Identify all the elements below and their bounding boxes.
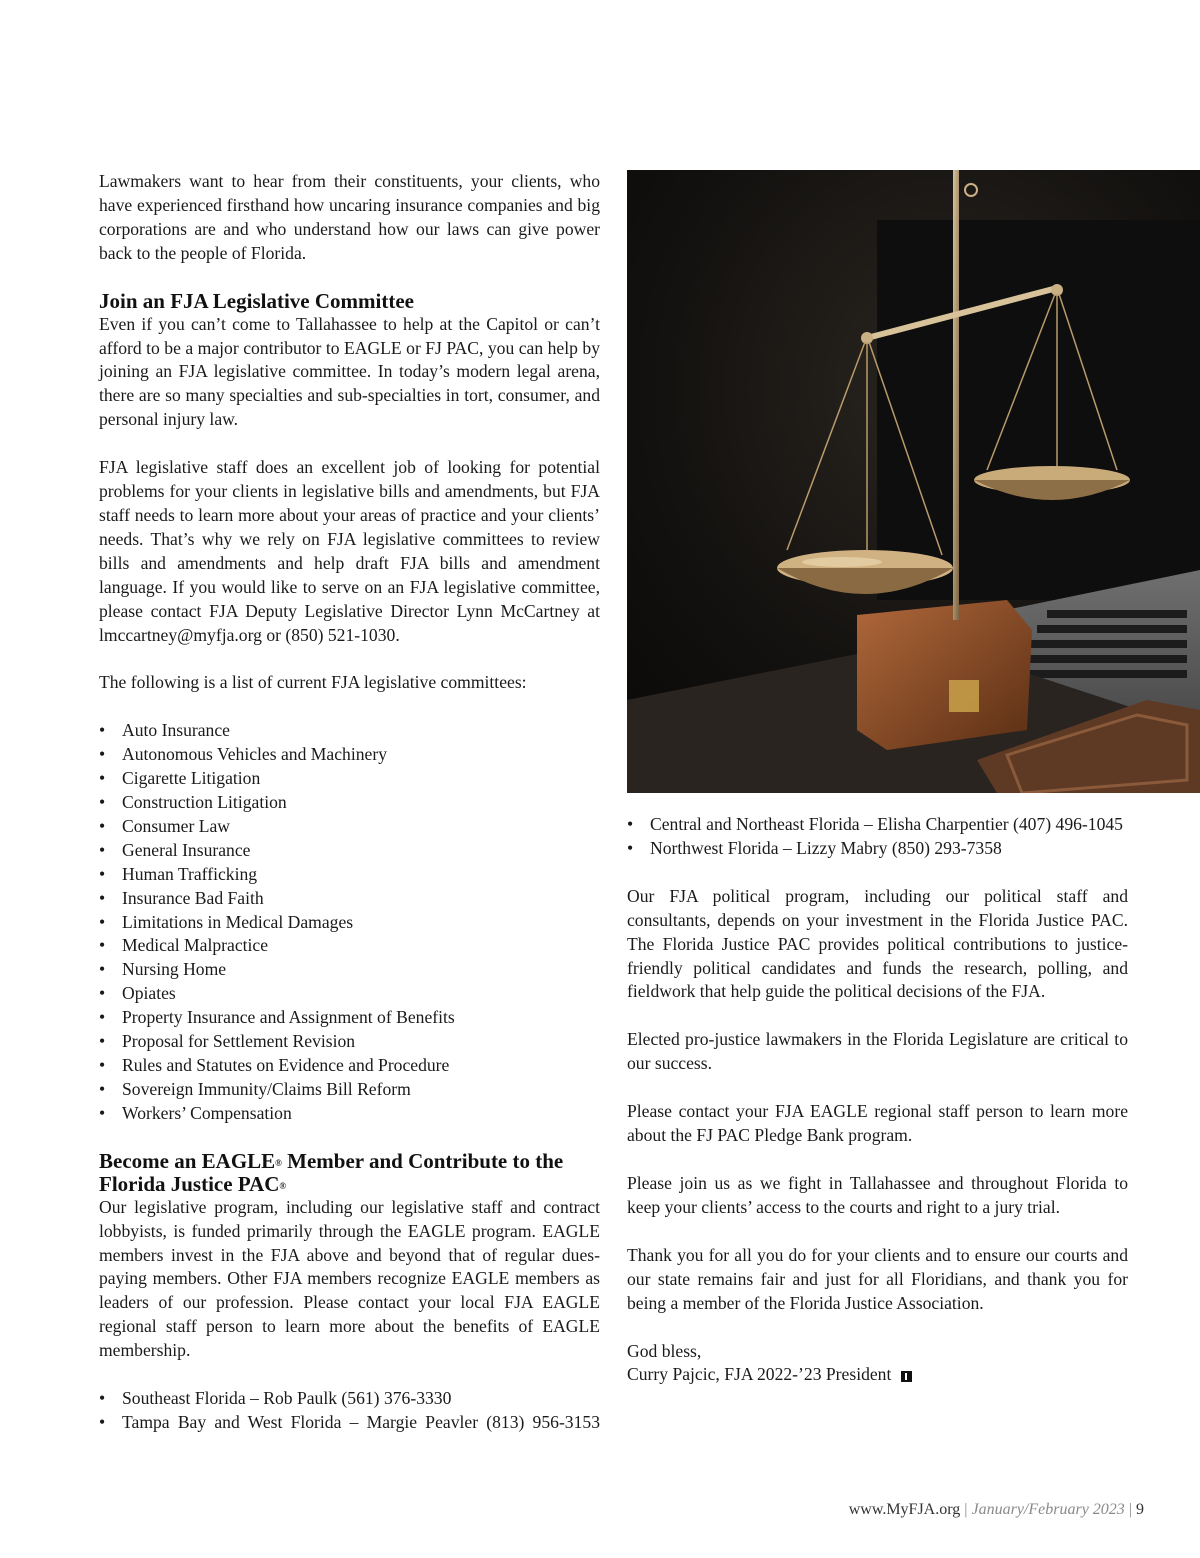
pac-paragraph: Our FJA political program, including our political staff and consultants, depends on your investment in the Florida Justice PAC. The Florida Justice PAC provides political contributions to justice-friendly political candidates and funds the research, polling, and fieldwork that help guide the political decisions of the FJA. xyxy=(627,885,1128,1002)
list-item: • Opiates xyxy=(99,982,600,1006)
list-item: • Medical Malpractice xyxy=(99,934,600,958)
list-item: • Proposal for Settlement Revision xyxy=(99,1030,600,1054)
list-item: • Sovereign Immunity/Claims Bill Reform xyxy=(99,1078,600,1102)
list-item: • Consumer Law xyxy=(99,815,600,839)
list-item: • Rules and Statutes on Evidence and Procedure xyxy=(99,1054,600,1078)
join-us-paragraph: Please join us as we fight in Tallahassee and throughout Florida to keep your clients’ access to the courts and right to a jury trial. xyxy=(627,1172,1128,1217)
footer-site: www.MyFJA.org xyxy=(848,1501,961,1518)
list-item: • Limitations in Medical Damages xyxy=(99,911,600,935)
right-column xyxy=(627,170,1128,1387)
list-item: • Cigarette Litigation xyxy=(99,767,600,791)
signature: Curry Pajcic, FJA 2022-’23 President xyxy=(627,1363,1128,1387)
end-mark-icon xyxy=(901,1371,912,1382)
list-item: • Northwest Florida – Lizzy Mabry (850) 293-7358 xyxy=(627,837,1128,861)
page-number: 9 xyxy=(1136,1501,1144,1518)
footer-issue: January/February 2023 xyxy=(971,1501,1125,1518)
committee-paragraph-2: FJA legislative staff does an excellent job of looking for potential problems for your clients in legislative bills and amendments, but FJA staff needs to learn more about your areas of practice and your clients’ needs. That’s why we rely on FJA legislative committees to review bills and amendments and help draft FJA bills and amendment language. If you would like to serve on an FJA legislative committee, please contact FJA Deputy Legislative Director Lynn McCartney at lmccartney@myfja.org or (850) 521-1030. xyxy=(99,457,600,645)
list-item: • Auto Insurance xyxy=(99,719,600,743)
list-item: • General Insurance xyxy=(99,839,600,863)
intro-paragraph: Lawmakers want to hear from their constituents, your clients, who have experienced firsthand how uncaring insurance companies and big corporations are and who understand how our laws can give power back to the people of Florida. xyxy=(99,171,600,263)
list-item: • Tampa Bay and West Florida – Margie Peavler (813) 956-3153 xyxy=(99,1411,600,1435)
list-item: • Insurance Bad Faith xyxy=(99,887,600,911)
scales-of-justice-photo xyxy=(627,170,1200,793)
list-item: • Central and Northeast Florida – Elisha Charpentier (407) 496-1045 xyxy=(627,813,1128,837)
list-item: • Autonomous Vehicles and Machinery xyxy=(99,743,600,767)
pledge-bank-paragraph: Please contact your FJA EAGLE regional staff person to learn more about the FJ PAC Pledge Bank program. xyxy=(627,1101,1128,1146)
thank-you-paragraph: Thank you for all you do for your clients and to ensure our courts and our state remains fair and just for all Floridians, and thank you for being a member of the Florida Justice Association. xyxy=(627,1244,1128,1313)
committee-paragraph-1: Even if you can’t come to Tallahassee to help at the Capitol or can’t afford to be a major contributor to EAGLE or FJ PAC, you can help by joining an FJA legislative committee. In today’s modern legal arena, there are so many specialties and sub-specialties in tort, consumer, and personal injury law. xyxy=(99,313,600,430)
staff-contact-list-right xyxy=(627,813,1128,861)
list-item: • Property Insurance and Assignment of Benefits xyxy=(99,1006,600,1030)
left-column xyxy=(99,170,600,1435)
list-item: • Human Trafficking xyxy=(99,863,600,887)
list-item: • Southeast Florida – Rob Paulk (561) 376-3330 xyxy=(99,1387,600,1411)
lawmakers-paragraph: Elected pro-justice lawmakers in the Florida Legislature are critical to our success. xyxy=(627,1029,1128,1074)
eagle-heading: Become an EAGLE® Member and Contribute to the Florida Justice PAC® xyxy=(99,1148,564,1196)
closing: God bless, xyxy=(627,1340,702,1361)
list-item: • Workers’ Compensation xyxy=(99,1102,600,1126)
list-item: • Nursing Home xyxy=(99,958,600,982)
page-footer: www.MyFJA.org | January/February 2023 | 9 xyxy=(848,1501,1144,1518)
committee-heading: Join an FJA Legislative Committee xyxy=(99,288,414,313)
committee-list xyxy=(99,719,600,1125)
eagle-paragraph: Our legislative program, including our legislative staff and contract lobbyists, is funded primarily through the EAGLE program. EAGLE members invest in the FJA above and beyond that of regular dues-paying members. Other FJA members recognize EAGLE members as leaders of our profession. Please contact your local FJA EAGLE regional staff person to learn more about the benefits of EAGLE membership. xyxy=(99,1196,600,1361)
list-item: • Construction Litigation xyxy=(99,791,600,815)
committee-list-intro: The following is a list of current FJA legislative committees: xyxy=(99,672,527,693)
staff-contact-list-left xyxy=(99,1387,600,1435)
